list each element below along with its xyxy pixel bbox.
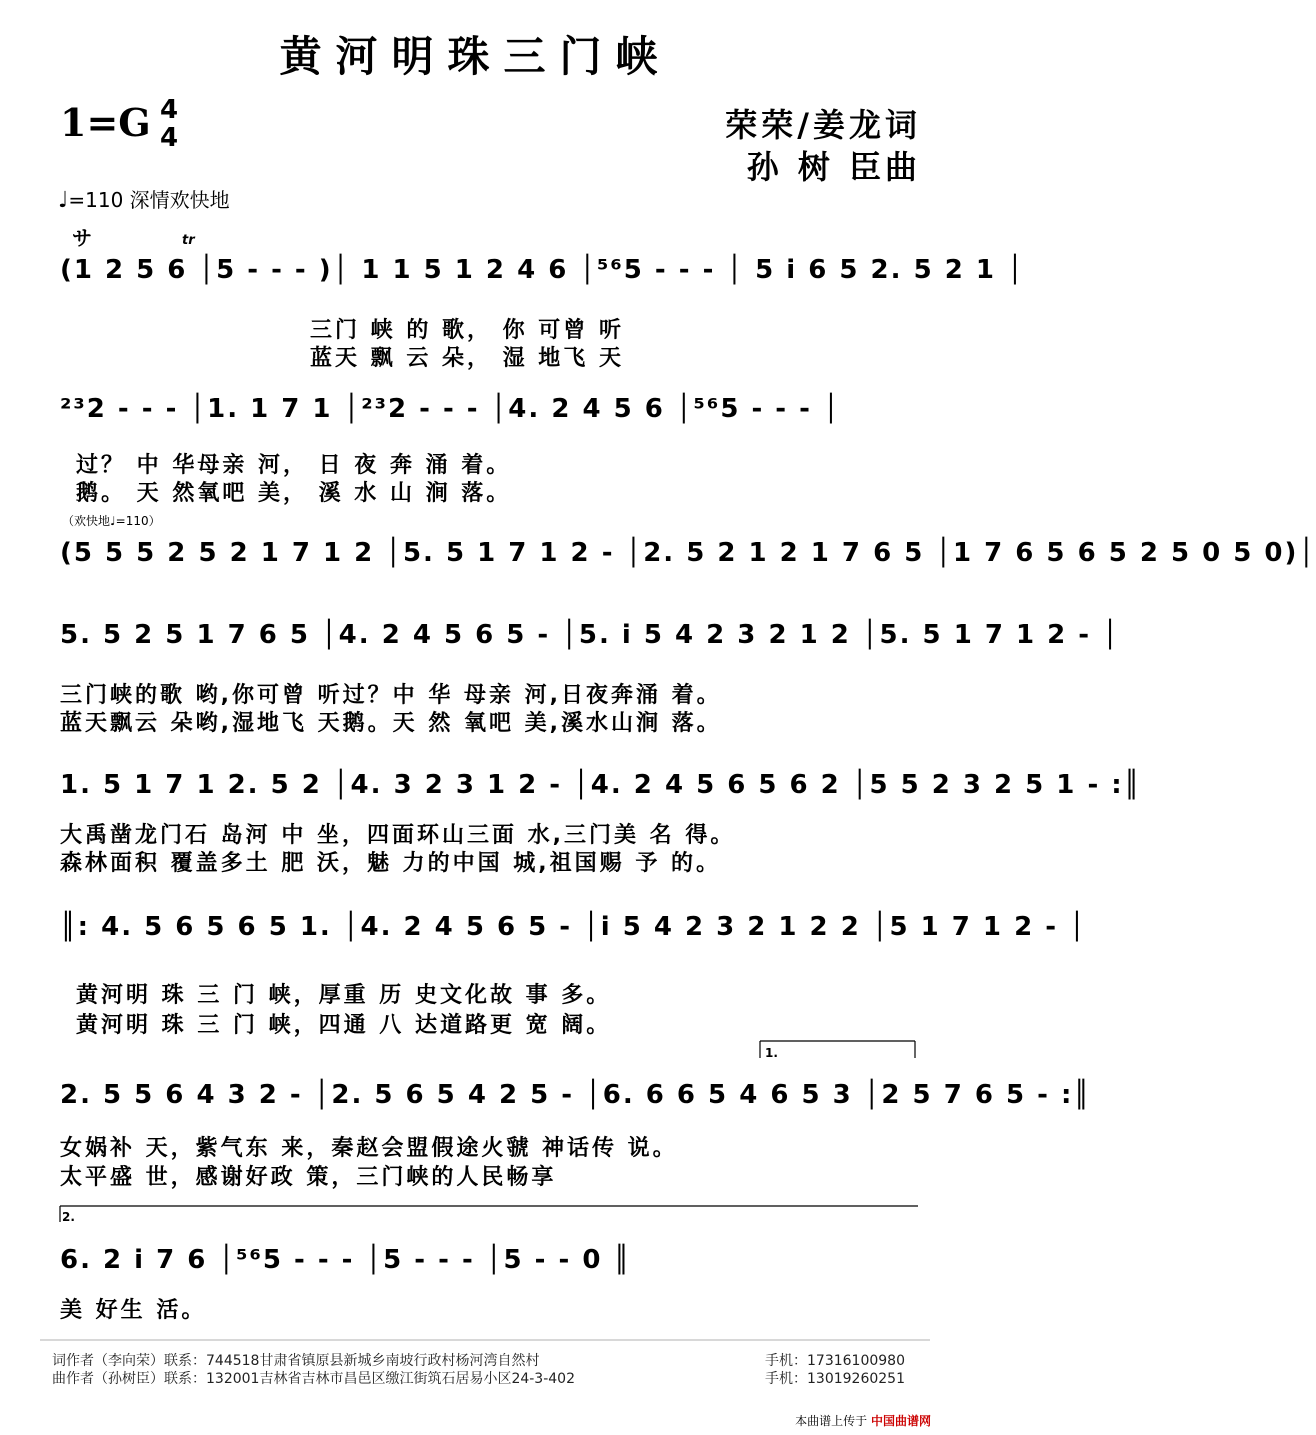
key-signature: 1=G: [60, 100, 151, 145]
lyric-8-verse-1: 美 好生 活。: [60, 1298, 207, 1323]
lyric-5-verse-2: 森林面积 覆盖多土 肥 沃，魅 力的中国 城,祖国赐 予 的。: [60, 851, 721, 876]
score-system-5: 1. 5 1 7 1 2. 5 2 │4. 3 2 3 1 2 - │4. 2 4 5 6 5 6 2 │5 5 2 3 2 5 1 - :║: [60, 770, 1142, 800]
lyric-4-verse-1: 三门峡的歌 哟,你可曾 听过？中 华 母亲 河,日夜奔涌 着。: [60, 683, 722, 708]
free-tempo-mark: サ: [72, 226, 92, 250]
time-sig-top: 4: [160, 95, 179, 125]
upload-text: 本曲谱上传于: [795, 1414, 868, 1428]
score-system-7: 2. 5 5 6 4 3 2 - │2. 5 6 5 4 2 5 - │6. 6 6 5 4 6 5 3 │2 5 7 6 5 - :║: [60, 1080, 1092, 1110]
score-system-6: ║: 4. 5 6 5 6 5 1. │4. 2 4 5 6 5 - │i 5 4 2 3 2 1 2 2 │5 1 7 1 2 - │: [60, 912, 1087, 942]
volta-2-label: 2.: [62, 1210, 75, 1224]
composer-credit: 孙 树 臣曲: [746, 148, 921, 186]
score-system-8: 6. 2 i 7 6 │⁵⁶5 - - - │5 - - - │5 - - 0 ║: [60, 1245, 632, 1275]
score-system-2: ²³2 - - - │1. 1 7 1 │²³2 - - - │4. 2 4 5 6 │⁵⁶5 - - - │: [60, 394, 841, 424]
score-system-3: (5 5 5 2 5 2 1 7 1 2 │5. 5 1 7 1 2 - │2. 5 2 1 2 1 7 6 5 │1 7 6 5 6 5 2 5 0 5 0)│: [60, 538, 1316, 568]
footer-lyricist-contact: 词作者（李向荣）联系：744518甘肃省镇原县新城乡南坡行政村杨河湾自然村: [52, 1353, 540, 1369]
footer-lyricist-phone: 手机：17316100980: [765, 1353, 905, 1369]
lyric-4-verse-2: 蓝天飘云 朵哟,湿地飞 天鹅。天 然 氧吧 美,溪水山涧 落。: [60, 711, 722, 736]
lyric-5-verse-1: 大禹凿龙门石 岛河 中 坐，四面环山三面 水,三门美 名 得。: [60, 823, 736, 848]
site-logo[interactable]: 中国曲谱网: [870, 1414, 931, 1428]
score-system-1: (1 2 5 6 │5 - - - )│ 1 1 5 1 2 4 6 │⁵⁶5 - - - │ 5 i 6 5 2. 5 2 1 │: [60, 255, 1025, 285]
page-title: 黄河明珠三门峡: [279, 32, 672, 81]
time-sig-bottom: 4: [160, 123, 179, 153]
upload-credit: [795, 1412, 931, 1429]
lyric-1-verse-1: 三门 峡 的 歌， 你 可曾 听: [310, 318, 624, 343]
lyric-7-verse-2: 太平盛 世，感谢好政 策，三门峡的人民畅享: [60, 1165, 557, 1190]
score-system-4: 5. 5 2 5 1 7 6 5 │4. 2 4 5 6 5 - │5. i 5 4 2 3 2 1 2 │5. 5 1 7 1 2 - │: [60, 620, 1120, 650]
tempo-change-mark: （欢快地♩=110）: [62, 514, 161, 528]
lyric-7-verse-1: 女娲补 天，紫气东 来，秦赵会盟假途火虢 神话传 说。: [60, 1136, 678, 1161]
tempo-text: =110 深情欢快地: [68, 188, 230, 212]
lyric-1-verse-2: 蓝天 飘 云 朵， 湿 地飞 天: [310, 346, 624, 371]
footer-composer-contact: 曲作者（孙树臣）联系：132001吉林省吉林市昌邑区缴江街筑石居易小区24-3-402: [52, 1371, 575, 1387]
lyric-6-verse-1: 黄河明 珠 三 门 峡，厚重 历 史文化故 事 多。: [76, 983, 612, 1008]
volta-1-label: 1.: [765, 1046, 778, 1060]
lyric-2-verse-2: 鹅。 天 然氧吧 美， 溪 水 山 涧 落。: [76, 481, 512, 506]
footer-composer-phone: 手机：13019260251: [765, 1371, 905, 1387]
trill-mark: tr: [182, 233, 195, 248]
lyric-2-verse-1: 过？ 中 华母亲 河， 日 夜 奔 涌 着。: [76, 453, 512, 478]
quarter-note-icon: ♩: [58, 188, 69, 213]
lyric-6-verse-2: 黄河明 珠 三 门 峡，四通 八 达道路更 宽 阔。: [76, 1013, 612, 1038]
lyricist-credit: 荣荣/姜龙词: [725, 106, 921, 144]
